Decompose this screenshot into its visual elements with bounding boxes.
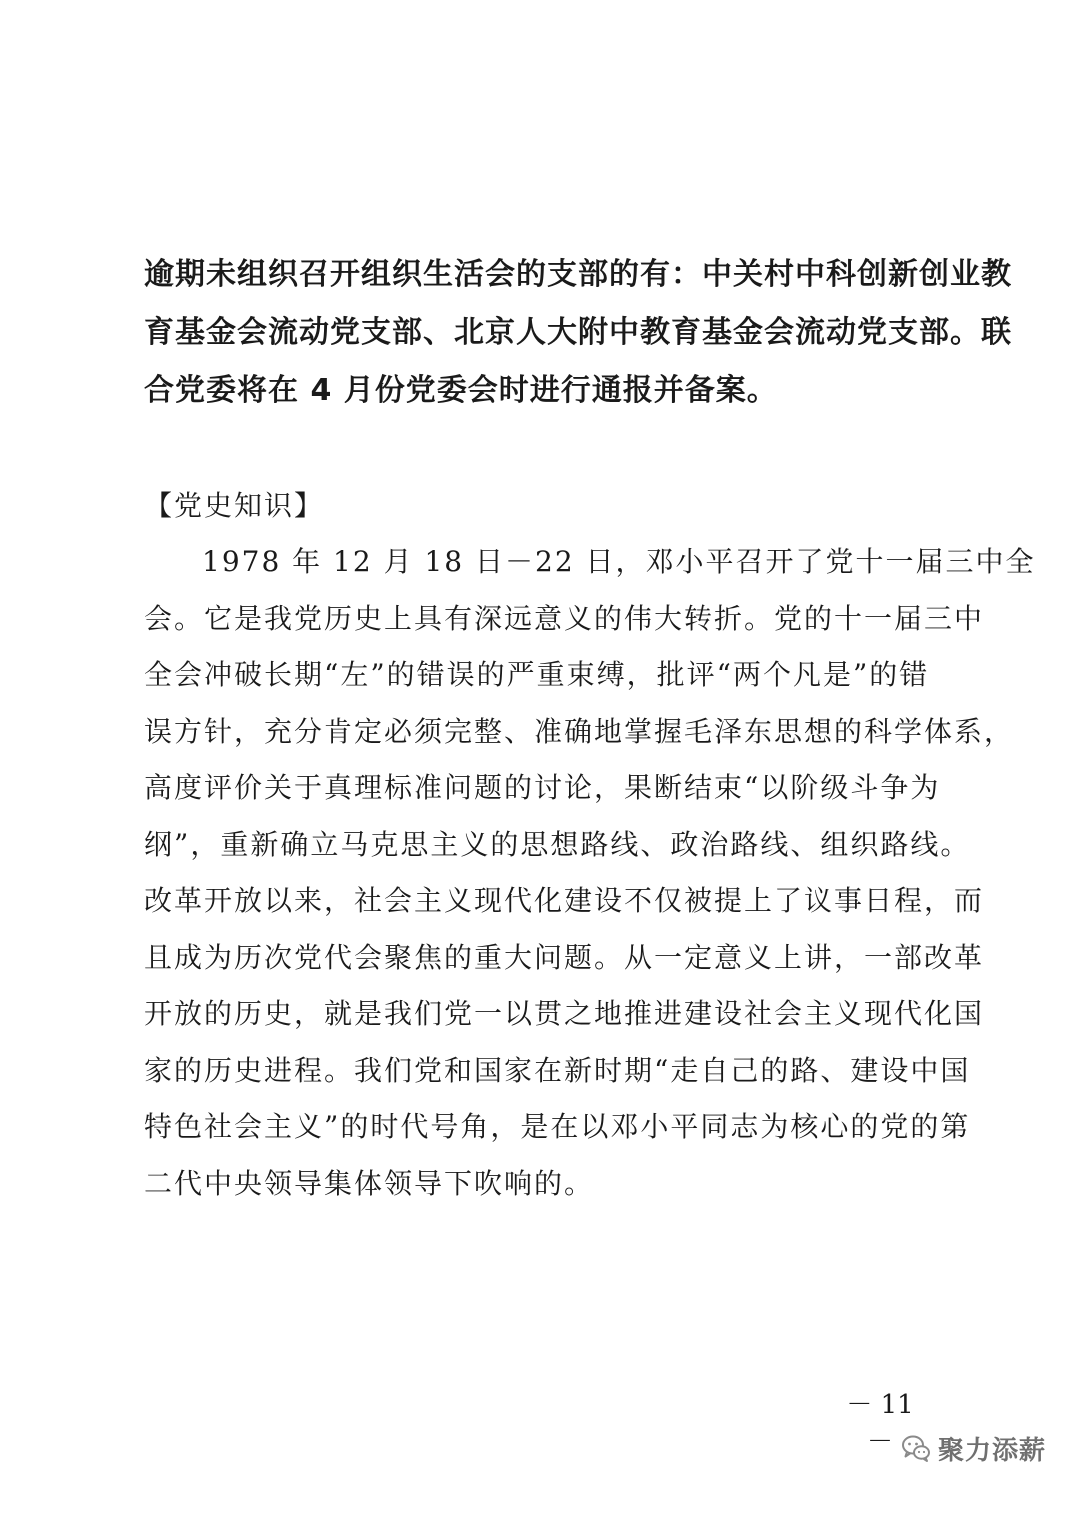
wechat-icon — [900, 1432, 932, 1464]
watermark — [900, 1428, 1046, 1468]
party-history-section — [144, 478, 1036, 1212]
history-line: 1978 年 12 月 18 日－22 日，邓小平召开了党十一届三中全 — [202, 545, 1036, 578]
history-line: 二代中央领导集体领导下吹响的。 — [144, 1166, 595, 1200]
history-line: 改革开放以来，社会主义现代化建设不仅被提上了议事日程，而 — [144, 884, 985, 917]
notice-line: 合党委将在 4 月份党委会时进行通报并备案。 — [144, 373, 778, 408]
history-line: 家的历史进程。我们党和国家在新时期“走自己的路、建设中国 — [144, 1053, 971, 1087]
history-line: 且成为历次党代会聚焦的重大问题。从一定意义上讲，一部改革 — [144, 940, 985, 974]
watermark-text: 聚力添薪 — [938, 1435, 1047, 1466]
history-line: 高度评价关于真理标准问题的讨论，果断结束“以阶级斗争为 — [144, 771, 941, 804]
notice-paragraph — [144, 246, 1012, 420]
page-number: － 11 － — [846, 1390, 914, 1457]
history-line: 纲”，重新确立马克思主义的思想路线、政治路线、组织路线。 — [144, 827, 971, 861]
history-line: 会。它是我党历史上具有深远意义的伟大转折。党的十一届三中 — [144, 601, 985, 635]
history-line: 全会冲破长期“左”的错误的严重束缚，批评“两个凡是”的错 — [144, 658, 930, 691]
notice-line: 育基金会流动党支部、北京人大附中教育基金会流动党支部。联 — [144, 315, 1012, 350]
history-line: 特色社会主义”的时代号角，是在以邓小平同志为核心的党的第 — [144, 1110, 971, 1143]
section-heading: 【党史知识】 — [144, 489, 325, 522]
notice-line: 逾期未组织召开组织生活会的支部的有：中关村中科创新创业教 — [144, 257, 1012, 292]
history-line: 误方针，充分肯定必须完整、准确地掌握毛泽东思想的科学体系， — [144, 714, 1015, 748]
history-line: 开放的历史，就是我们党一以贯之地推进建设社会主义现代化国 — [144, 997, 985, 1030]
